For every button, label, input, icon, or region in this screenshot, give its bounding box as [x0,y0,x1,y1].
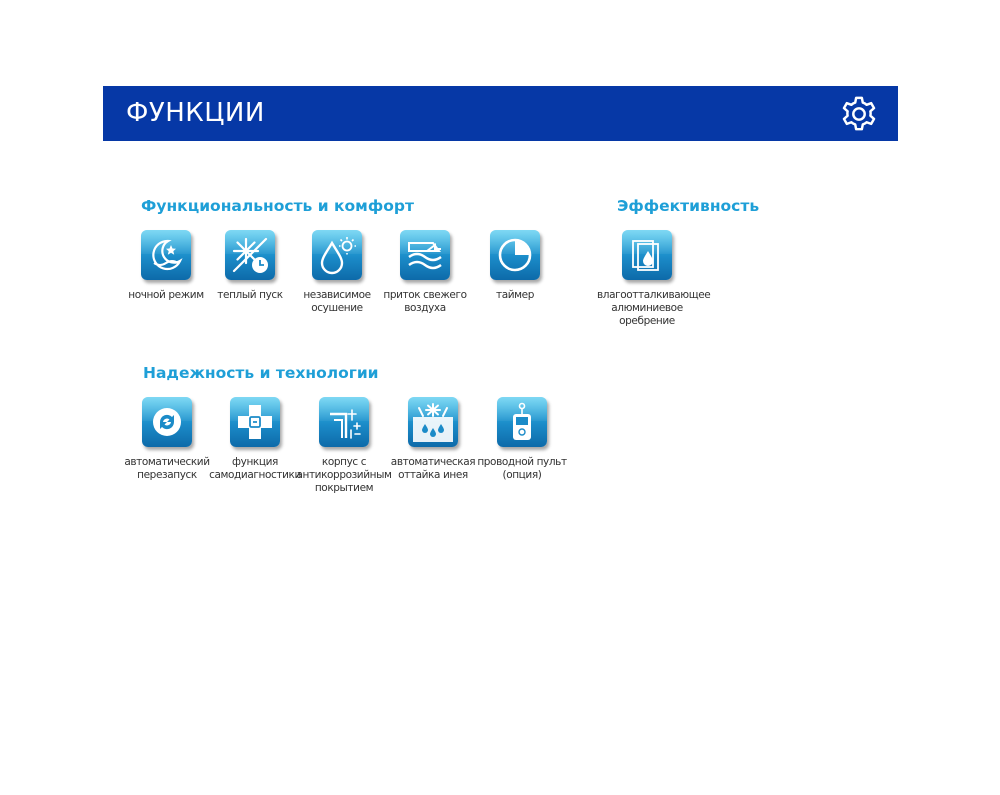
feature-self-diagnosis [205,397,305,482]
feature-hydrophilic-fin [597,230,711,328]
feature-label: ночной режим [128,289,204,301]
section-title-efficiency: Эффективность [617,197,760,215]
feature-label: корпус с антикоррозийным покрытием [296,456,392,494]
section-title-comfort: Функциональность и комфорт [141,197,414,215]
feature-warm-start [200,230,300,302]
self-diagnosis-icon [230,397,280,447]
feature-label: теплый пуск [217,289,283,301]
feature-label: приток свежего воздуха [383,289,467,314]
feature-label: независимое осушение [303,289,371,314]
page-title: ФУНКЦИИ [126,98,265,128]
fresh-air-icon [400,230,450,280]
feature-timer [465,230,565,302]
feature-auto-defrost [383,397,483,482]
feature-label: проводной пульт (опция) [477,456,567,481]
feature-label: автоматическая оттайка инея [390,456,476,481]
feature-dehumidification [287,230,387,315]
timer-icon [490,230,540,280]
gear-icon[interactable] [840,95,878,133]
feature-label: влагоотталкивающее алюминиевое оребрение [597,289,711,327]
feature-wired-remote [472,397,572,482]
warm-start-icon [225,230,275,280]
anticorrosion-icon [319,397,369,447]
feature-anticorrosion [294,397,394,495]
dehumidification-icon [312,230,362,280]
feature-auto-restart [117,397,217,482]
feature-label: автоматический перезапуск [124,456,210,481]
night-mode-icon [141,230,191,280]
header-bar [103,86,898,141]
feature-fresh-air [375,230,475,315]
feature-label: таймер [495,289,535,301]
wired-remote-icon [497,397,547,447]
section-title-reliability: Надежность и технологии [143,364,379,382]
feature-label: функция самодиагностики [209,456,301,481]
auto-restart-icon [142,397,192,447]
hydrophilic-fin-icon [622,230,672,280]
auto-defrost-icon [408,397,458,447]
